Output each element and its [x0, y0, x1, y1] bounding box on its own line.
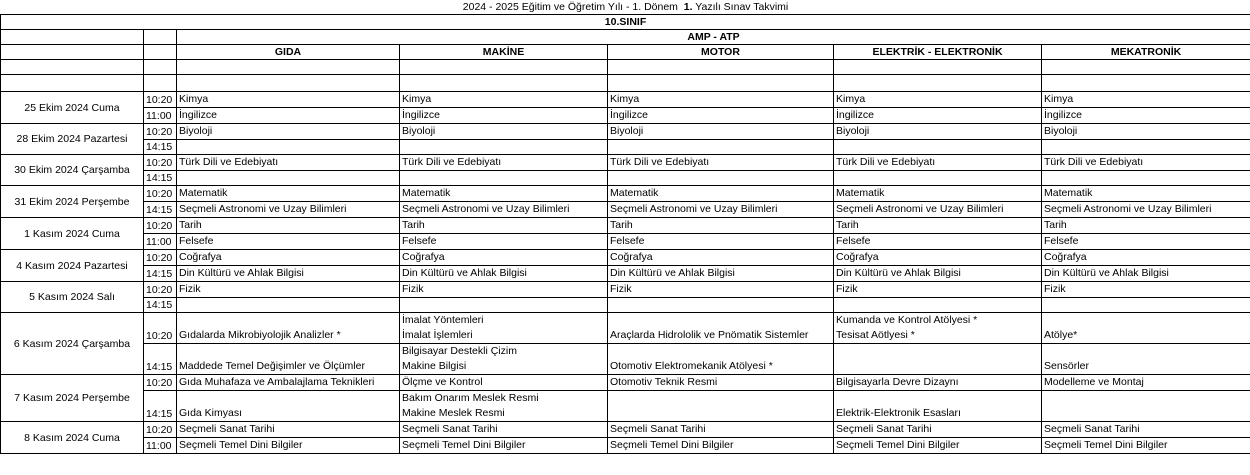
course-cell — [834, 186, 1042, 202]
course-name: İngilizce — [610, 109, 648, 121]
course-name: Gıda Muhafaza ve Ambalajlama Teknikleri — [179, 376, 375, 388]
column-header: MEKATRONİK — [1042, 45, 1250, 60]
course-name: Din Kültürü ve Ahlak Bilgisi — [610, 267, 735, 279]
course-cell — [177, 375, 400, 391]
blank-cell — [144, 30, 177, 45]
course-cell — [177, 250, 400, 266]
course-name: Seçmeli Sanat Tarihi — [179, 423, 275, 435]
course-name: Tarih — [402, 219, 425, 231]
course-name: Gıda Kimyası — [179, 407, 243, 419]
exam-time: 10:20 — [144, 250, 177, 266]
course-cell — [1042, 92, 1250, 108]
course-cell — [400, 282, 608, 298]
blank-cell — [834, 75, 1042, 92]
course-cell — [177, 186, 400, 202]
course-name: Araçlarda Hidrololik ve Pnömatik Sistemler — [610, 329, 809, 341]
course-name: Seçmeli Temel Dini Bilgiler — [1044, 439, 1168, 451]
course-name: Biyoloji — [836, 125, 870, 137]
exam-time: 10:20 — [144, 92, 177, 108]
schedule-row — [1, 266, 1250, 282]
course-cell — [1042, 186, 1250, 202]
course-cell — [177, 282, 400, 298]
course-name: Bakım Onarım Meslek Resmi — [402, 392, 539, 404]
course-name: Seçmeli Astronomi ve Uzay Bilimleri — [610, 203, 778, 215]
course-cell — [400, 298, 608, 313]
exam-time: 14:15 — [144, 266, 177, 282]
course-cell — [834, 218, 1042, 234]
course-cell — [834, 140, 1042, 155]
course-cell — [400, 422, 608, 438]
course-name: Tarih — [836, 219, 859, 231]
course-name: Bilgisayarla Devre Dizaynı — [836, 376, 959, 388]
title-prefix: 2024 - 2025 Eğitim ve Öğretim Yılı - 1. Dönem — [462, 1, 678, 13]
course-cell — [608, 92, 834, 108]
course-name: Matematik — [836, 187, 885, 199]
course-cell — [608, 140, 834, 155]
course-cell — [177, 171, 400, 186]
course-cell — [834, 92, 1042, 108]
blank-cell — [400, 75, 608, 92]
course-cell — [834, 250, 1042, 266]
course-name: Kimya — [610, 93, 640, 105]
course-name: Fizik — [836, 283, 858, 295]
course-cell — [177, 266, 400, 282]
course-cell — [608, 155, 834, 171]
course-name: Seçmeli Sanat Tarihi — [836, 423, 932, 435]
course-cell — [1042, 234, 1250, 250]
blank-cell — [400, 60, 608, 75]
course-cell — [400, 202, 608, 218]
course-name: İmalat Yöntemleri — [402, 314, 484, 326]
exam-time: 11:00 — [144, 234, 177, 250]
course-cell — [177, 140, 400, 155]
course-cell — [400, 140, 608, 155]
course-cell — [400, 171, 608, 186]
course-name: Türk Dili ve Edebiyatı — [1044, 156, 1144, 168]
exam-time: 10:20 — [144, 282, 177, 298]
course-name: Kimya — [179, 93, 209, 105]
course-cell — [177, 155, 400, 171]
exam-time: 10:20 — [144, 124, 177, 140]
exam-time: 14:15 — [144, 391, 177, 422]
course-name: Din Kültürü ve Ahlak Bilgisi — [179, 267, 304, 279]
column-header-row — [1, 45, 1250, 60]
blank-cell — [608, 75, 834, 92]
exam-date: 7 Kasım 2024 Perşembe — [1, 375, 144, 422]
course-name: Kimya — [402, 93, 432, 105]
course-name: Biyoloji — [610, 125, 644, 137]
course-name: Kumanda ve Kontrol Atölyesi * — [836, 314, 978, 326]
course-cell — [400, 186, 608, 202]
course-cell — [608, 266, 834, 282]
course-cell — [834, 234, 1042, 250]
exam-date: 6 Kasım 2024 Çarşamba — [1, 313, 144, 375]
course-name: Otomotiv Teknik Resmi — [610, 376, 718, 388]
course-cell — [834, 266, 1042, 282]
course-name: Kimya — [836, 93, 866, 105]
course-cell — [1042, 108, 1250, 124]
course-name: Din Kültürü ve Ahlak Bilgisi — [836, 267, 961, 279]
schedule-row — [1, 202, 1250, 218]
course-cell — [400, 234, 608, 250]
course-cell — [834, 313, 1042, 344]
blank-cell — [144, 75, 177, 92]
course-cell — [400, 108, 608, 124]
exam-time: 14:15 — [144, 171, 177, 186]
course-name: Tarih — [610, 219, 633, 231]
course-name: Seçmeli Astronomi ve Uzay Bilimleri — [402, 203, 570, 215]
course-cell — [177, 92, 400, 108]
program-row — [1, 30, 1250, 45]
course-cell — [400, 438, 608, 454]
course-cell — [177, 313, 400, 344]
blank-cell — [177, 60, 400, 75]
course-name: Din Kültürü ve Ahlak Bilgisi — [1044, 267, 1169, 279]
course-cell — [1042, 124, 1250, 140]
course-cell — [1042, 171, 1250, 186]
course-cell — [177, 234, 400, 250]
course-cell — [1042, 313, 1250, 344]
empty-row — [1, 60, 1250, 75]
course-name: Makine Meslek Resmi — [402, 407, 505, 419]
course-name: Matematik — [610, 187, 659, 199]
blank-cell — [834, 60, 1042, 75]
exam-time: 11:00 — [144, 438, 177, 454]
course-cell — [400, 124, 608, 140]
title-suffix: Yazılı Sınav Takvimi — [695, 1, 789, 13]
course-cell — [1042, 218, 1250, 234]
exam-time: 14:15 — [144, 140, 177, 155]
course-cell — [608, 218, 834, 234]
course-name: Coğrafya — [1044, 251, 1087, 263]
schedule-row — [1, 298, 1250, 313]
course-cell — [1042, 422, 1250, 438]
course-name: Fizik — [610, 283, 632, 295]
course-name: Felsefe — [402, 235, 437, 247]
blank-cell — [1042, 75, 1250, 92]
schedule-row — [1, 234, 1250, 250]
course-cell — [177, 108, 400, 124]
course-name: Felsefe — [836, 235, 871, 247]
course-name: Seçmeli Temel Dini Bilgiler — [610, 439, 734, 451]
course-cell — [608, 298, 834, 313]
course-cell — [1042, 202, 1250, 218]
exam-time: 10:20 — [144, 218, 177, 234]
course-cell — [608, 313, 834, 344]
course-name: Ölçme ve Kontrol — [402, 376, 483, 388]
exam-date: 30 Ekim 2024 Çarşamba — [1, 155, 144, 186]
blank-cell — [144, 60, 177, 75]
schedule-row — [1, 171, 1250, 186]
course-name: İngilizce — [1044, 109, 1082, 121]
course-cell — [177, 422, 400, 438]
schedule-row — [1, 124, 1250, 140]
course-cell — [608, 234, 834, 250]
schedule-row — [1, 218, 1250, 234]
course-cell — [834, 391, 1042, 422]
blank-cell — [608, 60, 834, 75]
schedule-row — [1, 422, 1250, 438]
course-cell — [177, 124, 400, 140]
course-name: Tarih — [179, 219, 202, 231]
course-cell — [1042, 250, 1250, 266]
course-name: Seçmeli Sanat Tarihi — [1044, 423, 1140, 435]
course-name: Atölye* — [1044, 329, 1078, 341]
course-name: Coğrafya — [402, 251, 445, 263]
exam-time: 10:20 — [144, 375, 177, 391]
course-cell — [608, 108, 834, 124]
exam-time: 11:00 — [144, 108, 177, 124]
schedule-row — [1, 186, 1250, 202]
course-name: Sensörler — [1044, 360, 1089, 372]
course-cell — [1042, 155, 1250, 171]
course-name: Türk Dili ve Edebiyatı — [836, 156, 936, 168]
course-name: Matematik — [402, 187, 451, 199]
course-name: Seçmeli Temel Dini Bilgiler — [836, 439, 960, 451]
course-cell — [834, 375, 1042, 391]
exam-date: 28 Ekim 2024 Pazartesi — [1, 124, 144, 155]
blank-cell — [1, 60, 144, 75]
course-cell — [400, 266, 608, 282]
program-label: AMP - ATP — [177, 30, 1250, 45]
course-name: Seçmeli Temel Dini Bilgiler — [402, 439, 526, 451]
course-name: Türk Dili ve Edebiyatı — [402, 156, 502, 168]
course-cell — [608, 202, 834, 218]
course-cell — [834, 202, 1042, 218]
course-cell — [177, 202, 400, 218]
course-name: Seçmeli Sanat Tarihi — [402, 423, 498, 435]
course-cell — [834, 282, 1042, 298]
course-cell — [177, 391, 400, 422]
exam-time: 14:15 — [144, 202, 177, 218]
course-name: Coğrafya — [836, 251, 879, 263]
course-name: Makine Bilgisi — [402, 360, 467, 372]
course-cell — [400, 313, 608, 344]
course-cell — [608, 250, 834, 266]
course-name: Biyoloji — [402, 125, 436, 137]
course-cell — [834, 298, 1042, 313]
exam-time: 10:20 — [144, 186, 177, 202]
course-name: Bilgisayar Destekli Çizim — [402, 345, 517, 357]
course-name: Tesisat Aötlyesi * — [836, 329, 915, 341]
course-cell — [400, 92, 608, 108]
course-cell — [1042, 140, 1250, 155]
course-cell — [834, 438, 1042, 454]
course-name: Fizik — [179, 283, 201, 295]
exam-date: 5 Kasım 2024 Salı — [1, 282, 144, 313]
column-header: ELEKTRİK - ELEKTRONİK — [834, 45, 1042, 60]
course-name: Seçmeli Astronomi ve Uzay Bilimleri — [836, 203, 1004, 215]
course-name: Seçmeli Temel Dini Bilgiler — [179, 439, 303, 451]
course-name: Modelleme ve Montaj — [1044, 376, 1144, 388]
exam-time: 10:20 — [144, 155, 177, 171]
schedule-row — [1, 140, 1250, 155]
exam-time: 10:20 — [144, 313, 177, 344]
course-cell — [177, 218, 400, 234]
course-cell — [608, 282, 834, 298]
course-name: Türk Dili ve Edebiyatı — [179, 156, 279, 168]
course-cell — [1042, 266, 1250, 282]
course-cell — [400, 250, 608, 266]
course-name: Matematik — [179, 187, 228, 199]
blank-cell — [1, 75, 144, 92]
schedule-row — [1, 282, 1250, 298]
course-name: Biyoloji — [179, 125, 213, 137]
exam-time: 14:15 — [144, 344, 177, 375]
course-cell — [608, 422, 834, 438]
course-cell — [177, 438, 400, 454]
course-cell — [177, 298, 400, 313]
course-cell — [1042, 438, 1250, 454]
course-cell — [400, 218, 608, 234]
title-bold: 1. — [683, 1, 693, 13]
schedule-row — [1, 108, 1250, 124]
schedule-row — [1, 438, 1250, 454]
course-cell — [834, 344, 1042, 375]
blank-cell — [1, 30, 144, 45]
schedule-row — [1, 155, 1250, 171]
grade-row — [1, 15, 1250, 30]
course-name: Türk Dili ve Edebiyatı — [610, 156, 710, 168]
exam-date: 8 Kasım 2024 Cuma — [1, 422, 144, 454]
column-header: MOTOR — [608, 45, 834, 60]
course-name: Seçmeli Astronomi ve Uzay Bilimleri — [1044, 203, 1212, 215]
course-name: Matematik — [1044, 187, 1093, 199]
course-name: Elektrik-Elektronik Esasları — [836, 407, 961, 419]
course-name: İngilizce — [179, 109, 217, 121]
course-cell — [400, 344, 608, 375]
blank-cell — [144, 45, 177, 60]
course-name: Fizik — [402, 283, 424, 295]
course-name: Seçmeli Astronomi ve Uzay Bilimleri — [179, 203, 347, 215]
course-cell — [608, 124, 834, 140]
course-cell — [834, 171, 1042, 186]
course-cell — [608, 375, 834, 391]
course-name: Seçmeli Sanat Tarihi — [610, 423, 706, 435]
course-name: Felsefe — [610, 235, 645, 247]
course-name: Tarih — [1044, 219, 1067, 231]
blank-cell — [177, 75, 400, 92]
blank-cell — [1, 45, 144, 60]
exam-date: 25 Ekim 2024 Cuma — [1, 92, 144, 124]
exam-date: 1 Kasım 2024 Cuma — [1, 218, 144, 250]
schedule-title — [1, 0, 1250, 15]
course-cell — [608, 186, 834, 202]
column-header: MAKİNE — [400, 45, 608, 60]
course-name: İmalat İşlemleri — [402, 329, 473, 341]
course-cell — [834, 124, 1042, 140]
course-cell — [400, 155, 608, 171]
course-cell — [1042, 375, 1250, 391]
course-cell — [834, 155, 1042, 171]
schedule-row — [1, 313, 1250, 344]
course-cell — [608, 344, 834, 375]
course-name: Fizik — [1044, 283, 1066, 295]
course-cell — [1042, 344, 1250, 375]
course-cell — [400, 375, 608, 391]
course-name: İngilizce — [836, 109, 874, 121]
course-cell — [608, 391, 834, 422]
course-cell — [1042, 391, 1250, 422]
schedule-row — [1, 391, 1250, 422]
course-name: Maddede Temel Değişimler ve Ölçümler — [179, 360, 365, 372]
exam-date: 31 Ekim 2024 Perşembe — [1, 186, 144, 218]
course-cell — [400, 391, 608, 422]
course-cell — [177, 344, 400, 375]
course-cell — [608, 438, 834, 454]
course-name: Din Kültürü ve Ahlak Bilgisi — [402, 267, 527, 279]
course-name: Felsefe — [179, 235, 214, 247]
course-cell — [1042, 282, 1250, 298]
schedule-row — [1, 375, 1250, 391]
grade-label: 10.SINIF — [1, 15, 1250, 30]
schedule-row — [1, 344, 1250, 375]
course-name: Felsefe — [1044, 235, 1079, 247]
empty-row — [1, 75, 1250, 92]
column-header: GIDA — [177, 45, 400, 60]
schedule-row — [1, 250, 1250, 266]
exam-time: 10:20 — [144, 422, 177, 438]
course-cell — [834, 422, 1042, 438]
course-name: Kimya — [1044, 93, 1074, 105]
course-name: İngilizce — [402, 109, 440, 121]
course-cell — [608, 171, 834, 186]
course-name: Gıdalarda Mikrobiyolojik Analizler * — [179, 329, 341, 341]
exam-time: 14:15 — [144, 298, 177, 313]
course-cell — [834, 108, 1042, 124]
blank-cell — [1042, 60, 1250, 75]
course-name: Coğrafya — [610, 251, 653, 263]
course-name: Biyoloji — [1044, 125, 1078, 137]
course-name: Coğrafya — [179, 251, 222, 263]
course-name: Otomotiv Elektromekanik Atölyesi * — [610, 360, 773, 372]
schedule-body — [1, 92, 1250, 454]
course-cell — [1042, 298, 1250, 313]
exam-date: 4 Kasım 2024 Pazartesi — [1, 250, 144, 282]
schedule-row — [1, 92, 1250, 108]
title-row — [1, 0, 1250, 15]
